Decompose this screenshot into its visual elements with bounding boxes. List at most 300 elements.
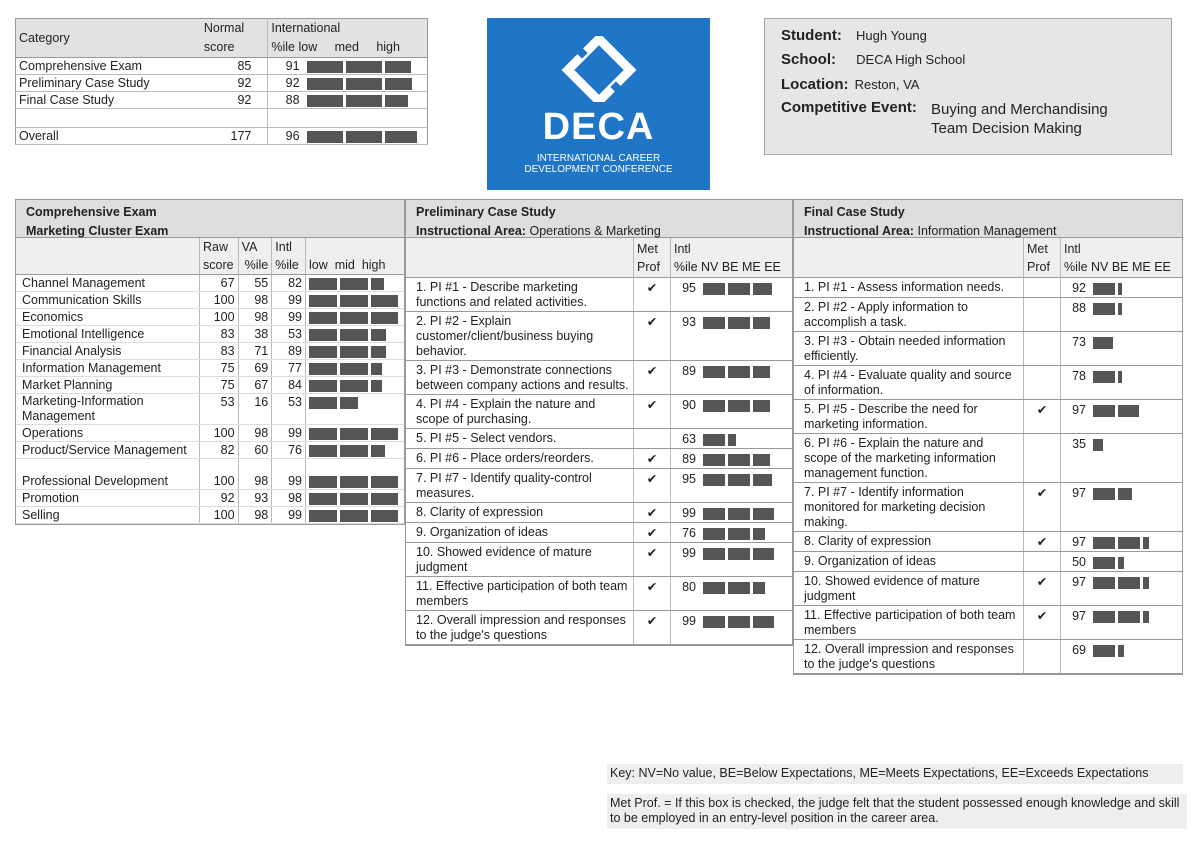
bar-segment [385,61,411,73]
intl-pctile: 69 [1061,640,1092,674]
bar-segment [703,528,725,540]
bar-segment [728,400,750,412]
intl-pctile: 84 [272,377,306,394]
bar-segment [1118,577,1140,589]
event-label: Competitive Event: [781,99,917,116]
bar-segment [307,131,343,143]
comprehensive-title: Comprehensive Exam Marketing Cluster Exam [16,200,404,238]
category-name: Overall [16,128,201,145]
bar-segment [1118,537,1140,549]
raw-score: 83 [200,326,239,343]
bar-segment [753,616,774,628]
deca-logo [487,18,710,190]
bar-segment [1093,611,1115,623]
bar-segment [728,454,750,466]
summary-row [16,75,428,92]
competency-row [16,343,404,360]
bar-segment [1093,537,1115,549]
intl-pctile: 89 [671,449,702,469]
met-prof-check: ✔ [634,361,671,395]
bar-segment [753,528,765,540]
competency-name: Marketing-Information Management [16,394,200,425]
rating-bar [1093,437,1106,451]
indicator-row [406,312,792,361]
bar-segment [346,95,382,107]
intl-pctile: 96 [268,128,304,145]
competency-row [16,360,404,377]
indicator-description: 6. PI #6 - Place orders/reorders. [406,449,634,469]
competency-bar [309,508,401,522]
met-prof-check: ✔ [1024,572,1061,606]
rating-bar [1093,535,1152,549]
logo-wordmark: DECA [542,106,655,148]
bar-segment [1118,371,1122,383]
bar-segment [309,428,337,440]
intl-pctile: 50 [1061,552,1092,572]
bar-segment [340,363,368,375]
rating-bar [703,452,773,466]
met-prof-check [1024,332,1061,366]
intl-pctile: 76 [671,523,702,543]
rating-bar [703,580,768,594]
rating-bar [703,281,775,295]
indicator-row [794,366,1182,400]
competency-row [16,507,404,524]
normal-score: 85 [201,58,268,75]
bar-segment [309,476,337,488]
met-prof-check: ✔ [634,503,671,523]
intl-pctile: 89 [272,343,306,360]
intl-pctile: 98 [272,490,306,507]
intl-pctile: 95 [671,469,702,503]
va-pctile: 93 [238,490,272,507]
comprehensive-table [16,238,404,524]
bar-segment [1093,337,1113,349]
intl-pctile: 99 [272,507,306,524]
bar-segment [753,317,770,329]
indicator-row [406,469,792,503]
bar-segment [371,329,386,341]
va-pctile: 98 [238,309,272,326]
intl-pctile-header: Intl %ile [671,238,702,278]
comprehensive-col-header [16,238,404,275]
bar-segment [309,363,337,375]
intl-pctile: 73 [1061,332,1092,366]
bar-segment [753,474,772,486]
indicator-description: 12. Overall impression and responses to the judge's questions [406,611,634,645]
indicator-row [794,400,1182,434]
bar-segment [385,78,412,90]
bar-segment [703,454,725,466]
rating-bar [1093,643,1127,657]
rating-bar [1093,335,1116,349]
intl-pctile: 99 [671,543,702,577]
bar-segment [703,616,725,628]
rating-bar [1093,575,1152,589]
raw-score-header: Raw score [200,238,239,275]
intl-pctile-header: Intl %ile [1061,238,1092,278]
rating-bar [703,364,773,378]
bar-segment [1093,439,1103,451]
raw-score: 82 [200,442,239,459]
met-prof-check: ✔ [634,577,671,611]
rating-scale-header: NV BE ME EE [701,238,792,278]
pctile-header: %ile [271,40,295,54]
bar-segment [309,380,337,392]
category-name: Comprehensive Exam [16,58,201,75]
intl-pctile-header: Intl %ile [272,238,306,275]
intl-pctile: 78 [1061,366,1092,400]
preliminary-title: Preliminary Case Study Instructional Area: Operations & Marketing [406,200,792,238]
bar-segment [371,493,398,505]
bar-segment [307,95,343,107]
bar-segment [703,283,725,295]
competency-name: Market Planning [16,377,200,394]
bar-segment [728,317,750,329]
location-value: Reston, VA [854,77,920,92]
bar-segment [753,582,765,594]
rating-bar [1093,369,1125,383]
indicator-description: 12. Overall impression and responses to the judge's questions [794,640,1024,674]
competency-bar [309,344,389,358]
competency-name: Professional Development [16,459,200,490]
intl-pctile: 97 [1061,532,1092,552]
intl-pctile: 95 [671,278,702,312]
bar-segment [307,61,343,73]
med-header: med [334,40,359,54]
intl-pctile: 97 [1061,400,1092,434]
competency-name: Channel Management [16,275,200,292]
bar-segment [340,295,368,307]
indicator-row [406,503,792,523]
met-prof-check [1024,298,1061,332]
location-label: Location: [781,76,849,93]
bar-segment [340,493,368,505]
indicator-row [406,361,792,395]
met-prof-check: ✔ [634,523,671,543]
raw-score: 53 [200,394,239,425]
bar-segment [728,434,736,446]
intl-pctile: 99 [671,503,702,523]
bar-segment [371,428,398,440]
indicator-description: 9. Organization of ideas [794,552,1024,572]
indicator-description: 7. PI #7 - Identify information monitored for marketing decision making. [794,483,1024,532]
met-prof-note: Met Prof. = If this box is checked, the judge felt that the student possessed enough knowledge and skill to be employed in an entry-level position in the career area. [607,794,1187,829]
competency-row [16,425,404,442]
intl-pctile: 63 [671,429,702,449]
rating-bar [703,432,739,446]
indicator-row [794,483,1182,532]
indicator-description: 2. PI #2 - Apply information to accomplish a task. [794,298,1024,332]
bar-segment [340,428,368,440]
bar-segment [1118,283,1122,295]
intl-pctile: 99 [272,425,306,442]
competency-bar [309,426,401,440]
competency-row [16,275,404,292]
met-prof-check [1024,552,1061,572]
bar-segment [1118,645,1124,657]
rating-bar [1093,555,1127,569]
bar-segment [703,366,725,378]
indicator-row [794,640,1182,674]
intl-pctile: 97 [1061,606,1092,640]
intl-pctile: 92 [268,75,304,92]
bar-segment [753,548,774,560]
bar-segment [346,131,382,143]
competency-name: Information Management [16,360,200,377]
met-prof-check: ✔ [634,278,671,312]
raw-score: 100 [200,507,239,524]
bar-segment [1093,303,1115,315]
bar-segment [1118,611,1140,623]
met-prof-check [634,429,671,449]
bar-segment [728,508,750,520]
student-name: Hugh Young [856,28,927,43]
preliminary-col-header [406,238,792,278]
deca-diamond-icon [561,36,637,102]
intl-pctile: 88 [268,92,304,109]
indicator-description: 8. Clarity of expression [406,503,634,523]
va-pctile: 55 [238,275,272,292]
category-name: Preliminary Case Study [16,75,201,92]
competency-row [16,394,404,425]
summary-spacer [16,109,428,128]
indicator-description: 2. PI #2 - Explain customer/client/business buying behavior. [406,312,634,361]
competency-name: Selling [16,507,200,524]
rating-bar [703,546,777,560]
met-prof-check: ✔ [1024,606,1061,640]
competency-bar [309,327,389,341]
indicator-description: 5. PI #5 - Describe the need for marketing information. [794,400,1024,434]
competency-bar [309,474,401,488]
indicator-description: 5. PI #5 - Select vendors. [406,429,634,449]
category-header: Category [19,31,70,45]
intl-pctile: 89 [671,361,702,395]
indicator-description: 1. PI #1 - Describe marketing functions and related activities. [406,278,634,312]
bar-segment [340,510,368,522]
bar-segment [1093,371,1115,383]
indicator-row [794,278,1182,298]
rating-bar [703,506,777,520]
bar-segment [340,346,368,358]
bar-segment [1093,405,1115,417]
logo-subtitle: INTERNATIONAL CAREER DEVELOPMENT CONFERENCE [524,153,673,175]
indicator-description: 9. Organization of ideas [406,523,634,543]
competency-bar [309,293,401,307]
bar-segment [703,508,725,520]
va-pctile-header: VA %ile [238,238,272,275]
bar-segment [1093,557,1115,569]
bar-segment [309,445,337,457]
summary-table [15,18,428,145]
bar-segment [340,278,368,290]
met-prof-header: Met Prof [634,238,671,278]
indicator-description: 3. PI #3 - Obtain needed information efficiently. [794,332,1024,366]
rating-scale-header: NV BE ME EE [1091,238,1182,278]
bar-segment [1118,557,1124,569]
rating-bar [703,526,768,540]
bar-segment [371,278,384,290]
bar-segment [1143,577,1149,589]
indicator-row [794,332,1182,366]
raw-score: 100 [200,459,239,490]
bar-segment [340,476,368,488]
bar-segment [309,329,337,341]
met-prof-check [1024,640,1061,674]
bar-segment [371,380,382,392]
bar-segment [307,78,343,90]
indicator-description: 10. Showed evidence of mature judgment [794,572,1024,606]
met-prof-header: Met Prof [1024,238,1061,278]
met-prof-check [1024,366,1061,400]
preliminary-table [406,238,792,645]
normal-score: 92 [201,92,268,109]
competency-bar [309,378,385,392]
va-pctile: 38 [238,326,272,343]
bar-segment [1118,488,1132,500]
indicator-row [406,611,792,645]
competency-name: Economics [16,309,200,326]
category-name: Final Case Study [16,92,201,109]
indicator-description: 4. PI #4 - Explain the nature and scope of purchasing. [406,395,634,429]
intl-pctile: 77 [272,360,306,377]
competency-row [16,292,404,309]
raw-score: 75 [200,360,239,377]
competency-name: Financial Analysis [16,343,200,360]
rating-bar [703,315,773,329]
bar-scale-header: low mid high [306,238,405,275]
intl-pctile: 53 [272,326,306,343]
bar-segment [728,283,750,295]
competency-bar [309,361,385,375]
bar-segment [703,582,725,594]
bar-segment [340,329,368,341]
competency-bar [309,491,401,505]
indicator-row [794,552,1182,572]
raw-score: 92 [200,490,239,507]
indicator-row [794,298,1182,332]
bar-segment [371,346,386,358]
met-prof-check: ✔ [1024,532,1061,552]
bar-segment [340,445,368,457]
raw-score: 83 [200,343,239,360]
bar-segment [371,363,382,375]
bar-segment [371,295,398,307]
intl-pctile: 90 [671,395,702,429]
rating-bar [1093,486,1135,500]
bar-segment [728,528,750,540]
bar-segment [703,548,725,560]
bar-segment [1143,611,1149,623]
bar-segment [1118,405,1139,417]
pctile-bar [307,93,411,107]
met-prof-check [1024,434,1061,483]
comprehensive-exam-panel [15,199,405,525]
bar-segment [728,474,750,486]
event-value: Buying and Merchandising Team Decision Making [931,101,1108,137]
bar-segment [309,493,337,505]
va-pctile: 98 [238,507,272,524]
intl-pctile: 99 [272,309,306,326]
intl-pctile: 97 [1061,483,1092,532]
met-prof-check: ✔ [634,543,671,577]
bar-segment [1093,577,1115,589]
competency-name: Emotional Intelligence [16,326,200,343]
indicator-row [794,572,1182,606]
bar-segment [385,131,417,143]
bar-segment [340,312,368,324]
summary-header [16,19,428,58]
intl-pctile: 99 [671,611,702,645]
rating-bar [1093,281,1125,295]
competency-row [16,442,404,459]
bar-segment [371,510,398,522]
met-prof-check: ✔ [1024,483,1061,532]
bar-segment [703,434,725,446]
high-header: high [376,40,400,54]
pctile-bar [307,76,415,90]
bar-segment [340,380,368,392]
student-info-panel [764,18,1172,155]
va-pctile: 98 [238,459,272,490]
bar-segment [728,366,750,378]
bar-segment [346,61,382,73]
bar-segment [309,397,337,409]
indicator-row [794,606,1182,640]
bar-segment [703,317,725,329]
va-pctile: 16 [238,394,272,425]
va-pctile: 98 [238,292,272,309]
competency-bar [309,276,387,290]
bar-segment [753,508,774,520]
indicator-row [406,523,792,543]
met-prof-check: ✔ [634,449,671,469]
summary-overall-row [16,128,428,145]
intl-pctile: 92 [1061,278,1092,298]
final-col-header [794,238,1182,278]
intl-pctile: 97 [1061,572,1092,606]
rating-bar [703,398,773,412]
raw-score: 67 [200,275,239,292]
competency-row [16,490,404,507]
indicator-description: 3. PI #3 - Demonstrate connections between company actions and results. [406,361,634,395]
intl-pctile: 82 [272,275,306,292]
bar-segment [1093,645,1115,657]
bar-segment [309,278,337,290]
indicator-row [794,434,1182,483]
bar-segment [309,510,337,522]
normal-score: 92 [201,75,268,92]
competency-name: Communication Skills [16,292,200,309]
bar-segment [371,312,398,324]
school-label: School: [781,51,836,68]
bar-segment [309,295,337,307]
bar-segment [728,582,750,594]
indicator-row [406,543,792,577]
va-pctile: 71 [238,343,272,360]
rating-bar [703,472,775,486]
school-name: DECA High School [856,52,966,67]
met-prof-check: ✔ [634,611,671,645]
rating-bar [1093,301,1125,315]
intl-pctile: 88 [1061,298,1092,332]
pctile-bar [307,129,420,143]
indicator-row [406,449,792,469]
raw-score: 100 [200,292,239,309]
indicator-description: 10. Showed evidence of mature judgment [406,543,634,577]
normal-score: 177 [201,128,268,145]
indicator-description: 8. Clarity of expression [794,532,1024,552]
